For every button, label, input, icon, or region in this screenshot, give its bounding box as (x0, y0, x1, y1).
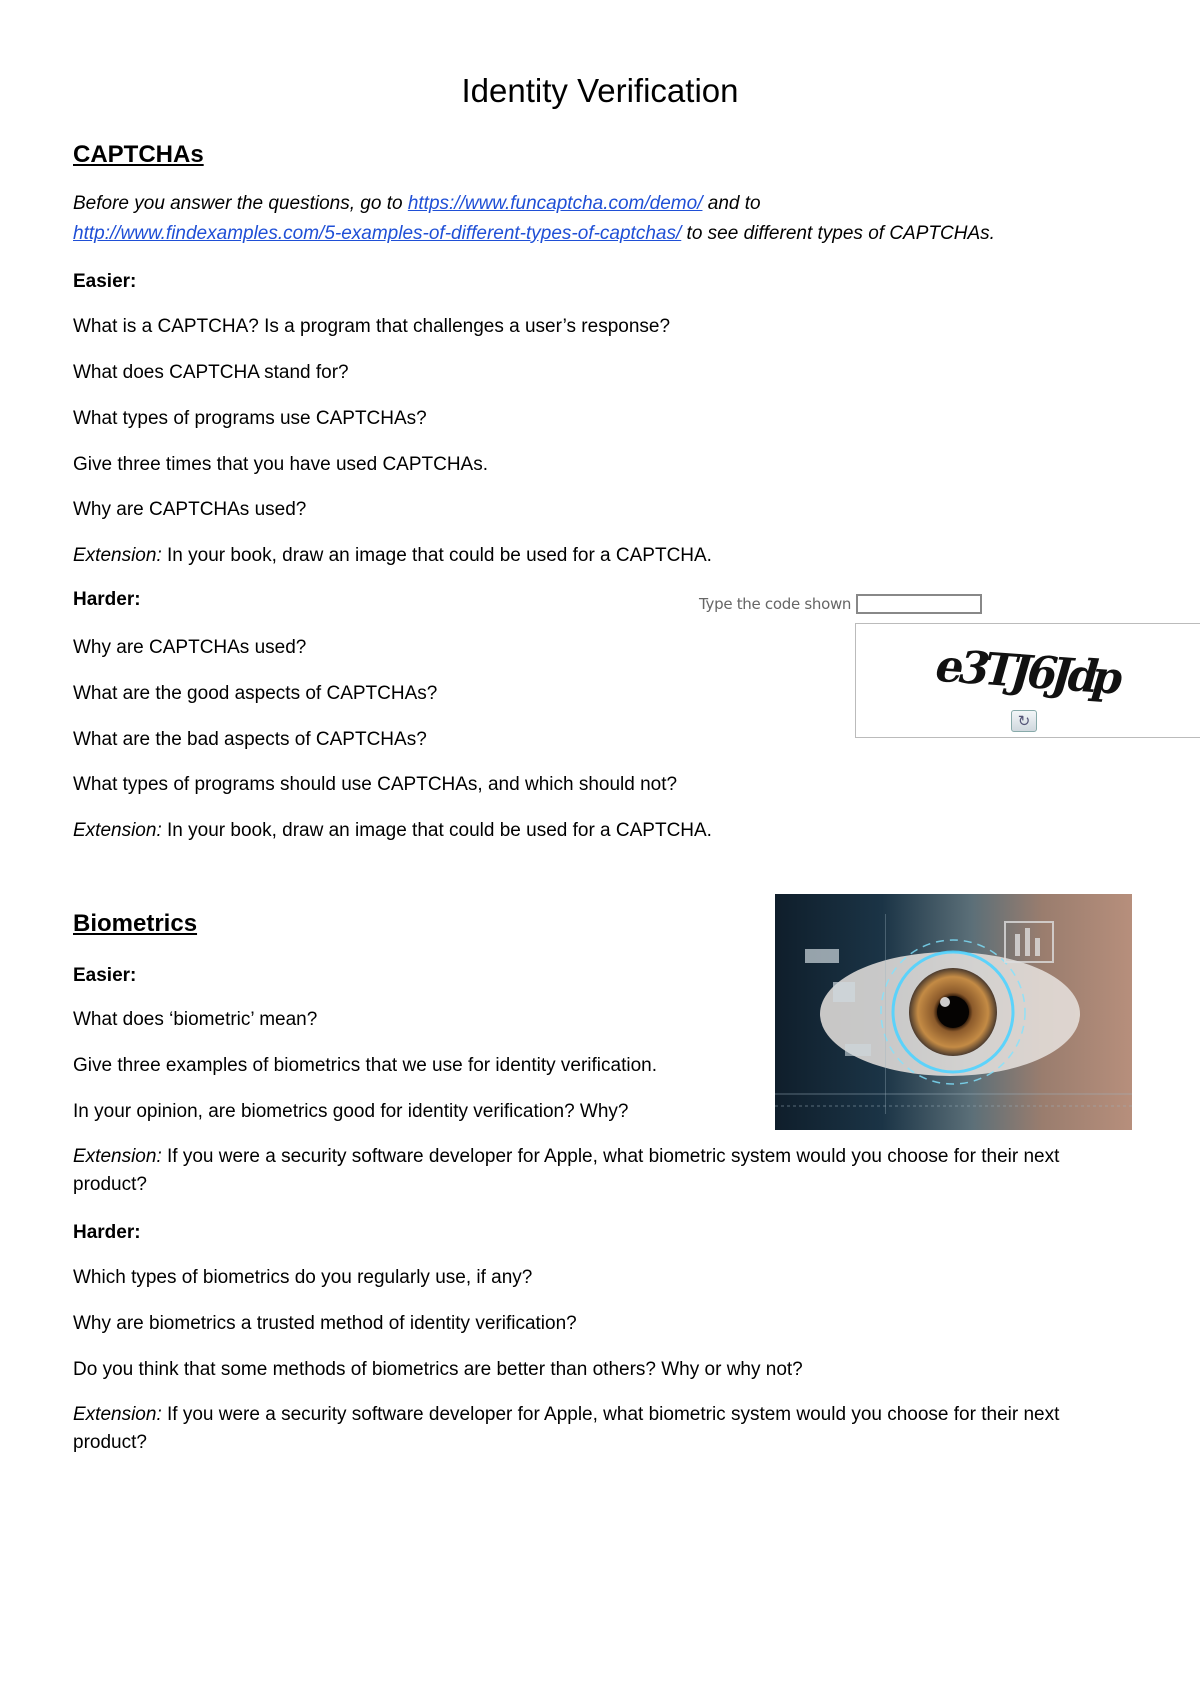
extension-text: If you were a security software developer for Apple, what biometric system would you choose for their next product? (73, 1146, 1060, 1195)
question: What types of programs should use CAPTCHAs, and which should not? (73, 774, 678, 795)
question: What are the good aspects of CAPTCHAs? (73, 683, 438, 704)
extension-text: In your book, draw an image that could be used for a CAPTCHA. (161, 545, 712, 566)
eye-scan-graphic (775, 894, 1132, 1130)
extension-text: In your book, draw an image that could be used for a CAPTCHA. (161, 820, 712, 841)
question: What are the bad aspects of CAPTCHAs? (73, 729, 427, 750)
page-title: Identity Verification (461, 72, 739, 109)
extension-label: Extension: (73, 1146, 162, 1167)
question: Give three examples of biometrics that we use for identity verification. (73, 1055, 657, 1076)
question: Do you think that some methods of biometrics are better than others? Why or why not? (73, 1359, 803, 1380)
biometrics-easier-label: Easier: (73, 965, 137, 986)
captchas-harder-label: Harder: (73, 589, 141, 610)
biometrics-easier-extension (73, 1143, 1113, 1199)
funcaptcha-link[interactable]: https://www.funcaptcha.com/demo/ (407, 193, 703, 214)
captchas-harder-extension (73, 817, 712, 845)
refresh-icon: ↻ (1011, 710, 1037, 732)
findexamples-link[interactable]: http://www.findexamples.com/5-examples-of-different-types-of-captchas/ (73, 223, 682, 244)
eye-scan-icon (775, 894, 1132, 1130)
question: Why are biometrics a trusted method of identity verification? (73, 1313, 577, 1334)
question: What types of programs use CAPTCHAs? (73, 408, 427, 429)
question: Why are CAPTCHAs used? (73, 499, 307, 520)
biometrics-harder-label: Harder: (73, 1222, 141, 1243)
biometrics-harder-extension (73, 1401, 1113, 1457)
intro-middle: and to (702, 193, 761, 214)
captchas-easier-extension (73, 542, 712, 570)
question: What does ‘biometric’ mean? (73, 1009, 318, 1030)
biometrics-heading: Biometrics (73, 910, 198, 937)
captchas-heading: CAPTCHAs (73, 141, 204, 168)
extension-label: Extension: (73, 1404, 162, 1425)
question: What does CAPTCHA stand for? (73, 362, 349, 383)
captcha-code: e3TJ6Jdp (929, 640, 1126, 705)
intro-before: Before you answer the questions, go to (73, 193, 408, 214)
extension-label: Extension: (73, 545, 162, 566)
question: What is a CAPTCHA? Is a program that challenges a user’s response? (73, 316, 671, 337)
captcha-label: Type the code shown (699, 595, 852, 613)
question: Which types of biometrics do you regularly use, if any? (73, 1267, 533, 1288)
question: Give three times that you have used CAPTCHAs. (73, 454, 489, 475)
question: Why are CAPTCHAs used? (73, 637, 307, 658)
captcha-input (856, 594, 982, 614)
question: In your opinion, are biometrics good for identity verification? Why? (73, 1101, 629, 1122)
extension-label: Extension: (73, 820, 162, 841)
captchas-intro-line-2 (73, 220, 995, 248)
intro-after: to see different types of CAPTCHAs. (681, 223, 995, 244)
captchas-intro-line-1 (73, 190, 761, 218)
captchas-easier-label: Easier: (73, 271, 137, 292)
extension-text: If you were a security software developer for Apple, what biometric system would you choose for their next product? (73, 1404, 1060, 1453)
